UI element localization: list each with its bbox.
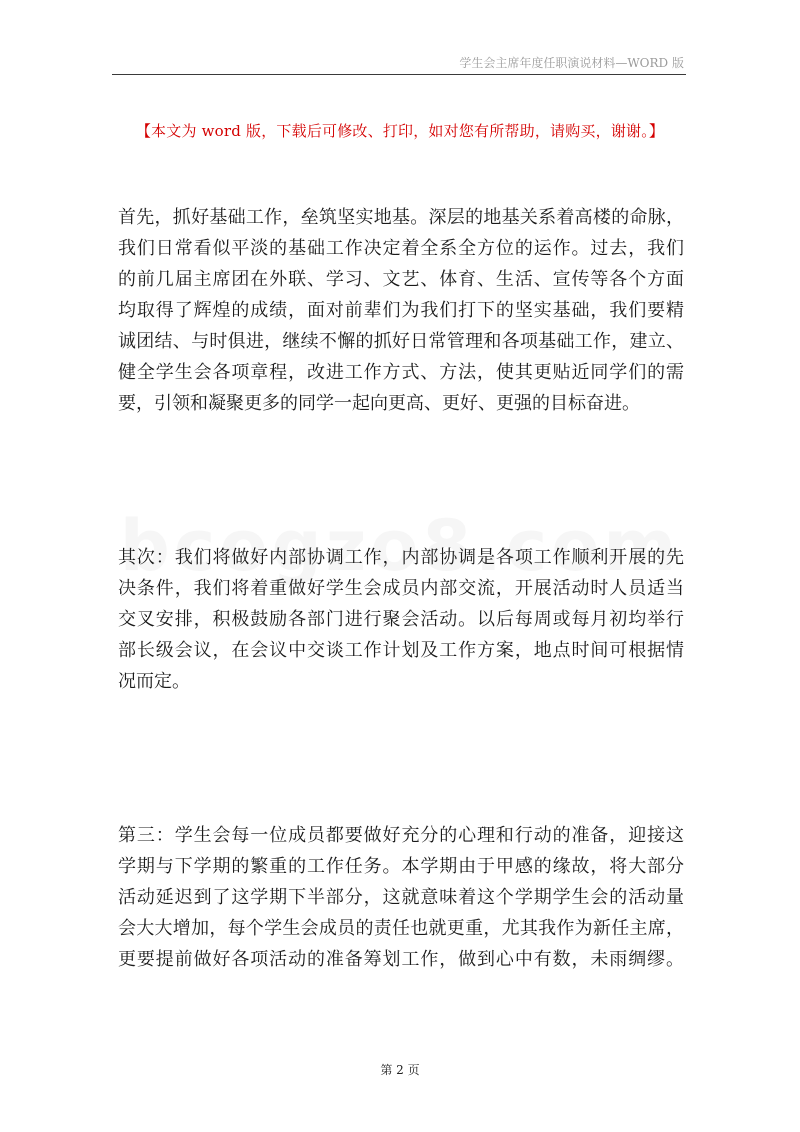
paragraph-line: 活动延迟到了这学期下半部分，这就意味着这个学期学生会的活动量 xyxy=(118,887,684,908)
paragraph-1 xyxy=(118,202,684,419)
paragraph-line: 学期与下学期的繁重的工作任务。本学期由于甲感的缘故，将大部分 xyxy=(118,856,684,877)
paragraph-line: 会大大增加，每个学生会成员的责任也就更重，尤其我作为新任主席， xyxy=(118,918,684,939)
paragraph-line: 诚团结、与时俱进，继续不懈的抓好日常管理和各项基础工作，建立、 xyxy=(118,331,684,352)
paragraph-line: 要，引领和凝聚更多的同学一起向更高、更好、更强的目标奋进。 xyxy=(118,393,640,414)
paragraph-line: 的前几届主席团在外联、学习、文艺、体育、生活、宣传等各个方面 xyxy=(118,269,684,290)
paragraph-3 xyxy=(118,820,684,975)
paragraph-2 xyxy=(118,542,684,697)
paragraph-line: 决条件，我们将着重做好学生会成员内部交流，开展活动时人员适当 xyxy=(118,578,684,599)
paragraph-line: 部长级会议，在会议中交谈工作计划及工作方案，地点时间可根据情 xyxy=(118,640,684,661)
paragraph-line: 第三：学生会每一位成员都要做好充分的心理和行动的准备，迎接这 xyxy=(118,825,684,846)
paragraph-line: 况而定。 xyxy=(118,671,190,692)
page-number: 第 2 页 xyxy=(380,1063,420,1077)
paragraph-line: 首先，抓好基础工作，垒筑坚实地基。深层的地基关系着高楼的命脉， xyxy=(118,207,684,228)
document-header-title: 学生会主席年度任职演说材料—WORD 版 xyxy=(459,56,684,70)
paragraph-line: 健全学生会各项章程，改进工作方式、方法，使其更贴近同学们的需 xyxy=(118,362,684,383)
word-version-notice: 【本文为 word 版，下载后可修改、打印，如对您有所帮助，请购买，谢谢。】 xyxy=(135,122,665,140)
paragraph-line: 更要提前做好各项活动的准备筹划工作，做到心中有数，未雨绸缪。 xyxy=(118,949,684,970)
paragraph-line: 交叉安排，积极鼓励各部门进行聚会活动。以后每周或每月初均举行 xyxy=(118,609,684,630)
header-divider xyxy=(112,74,686,75)
paragraph-line: 我们日常看似平淡的基础工作决定着全系全方位的运作。过去，我们 xyxy=(118,238,684,259)
paragraph-line: 其次：我们将做好内部协调工作，内部协调是各项工作顺利开展的先 xyxy=(118,547,684,568)
paragraph-line: 均取得了辉煌的成绩，面对前辈们为我们打下的坚实基础，我们要精 xyxy=(118,300,684,321)
